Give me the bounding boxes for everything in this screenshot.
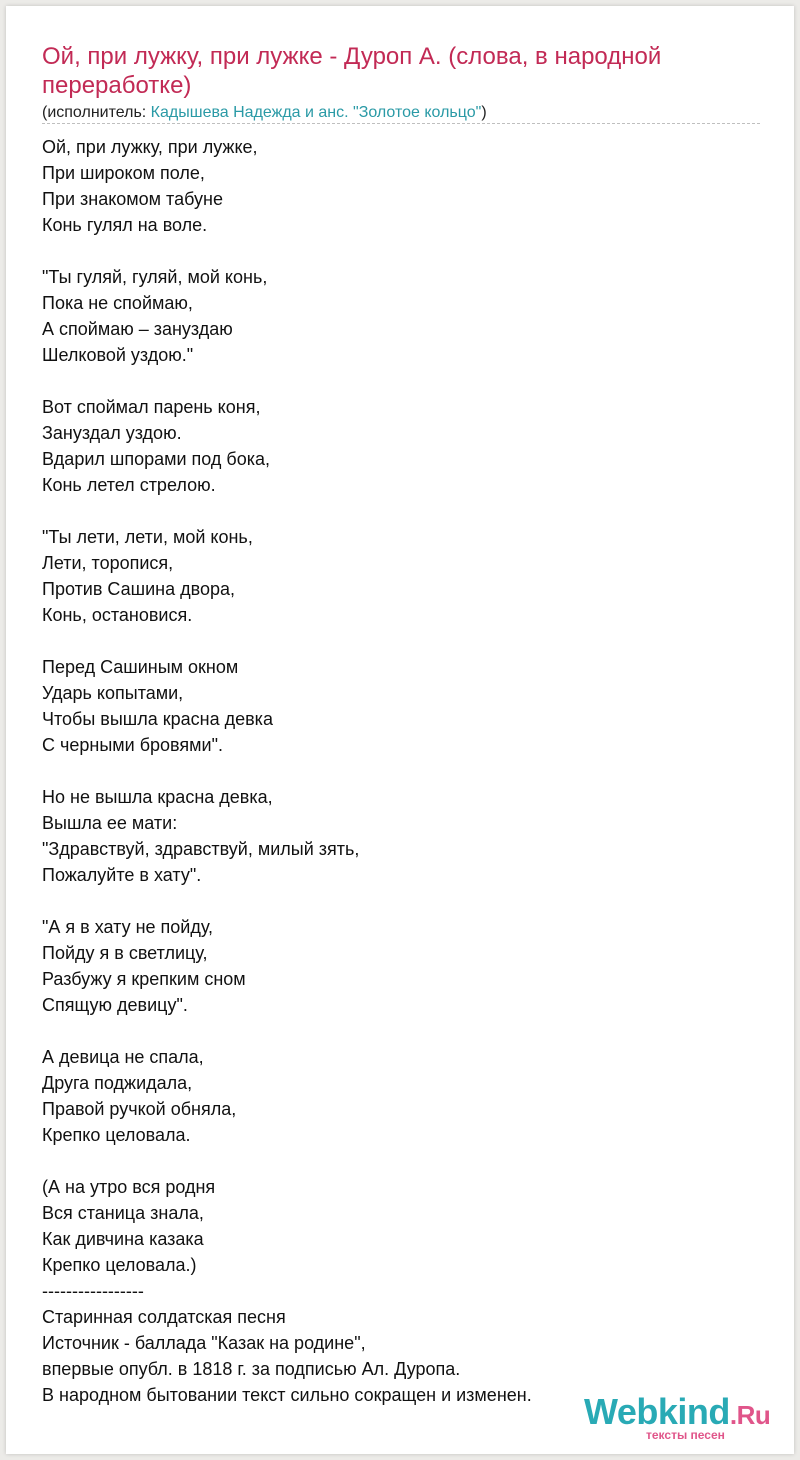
lyric-line <box>42 758 359 784</box>
footer-line: ----------------- <box>42 1281 144 1301</box>
footer-notes <box>42 1278 532 1408</box>
footer-line: впервые опубл. в 1818 г. за подписью Ал. Дуропа. <box>42 1359 461 1379</box>
lyric-line: Ударь копытами, <box>42 683 184 703</box>
page-title: Ой, при лужку, при лужке - Дуроп А. (слова, в народной переработке) <box>42 43 662 99</box>
lyric-line: Чтобы вышла красна девка <box>42 709 273 729</box>
lyric-line: Зануздал уздою. <box>42 423 182 443</box>
lyrics-block <box>42 134 359 1278</box>
lyric-line: А девица не спала, <box>42 1047 204 1067</box>
footer-line: Старинная солдатская песня <box>42 1307 286 1327</box>
lyric-line <box>42 238 359 264</box>
lyric-line <box>42 628 359 654</box>
lyric-line: Шелковой уздою." <box>42 345 194 365</box>
lyric-line: (А на утро вся родня <box>42 1177 216 1197</box>
logo-tld: .Ru <box>729 1400 771 1430</box>
lyric-line <box>42 368 359 394</box>
artist-link[interactable]: Кадышева Надежда и анс. "Золотое кольцо" <box>150 104 482 121</box>
lyric-line: При широком поле, <box>42 163 205 183</box>
lyric-line: С черными бровями". <box>42 735 223 755</box>
webkind-logo <box>584 1392 794 1442</box>
lyric-line: Крепко целовала.) <box>42 1255 197 1275</box>
lyric-line <box>42 1148 359 1174</box>
lyric-line: Ой, при лужку, при лужке, <box>42 137 258 157</box>
performer-suffix: ) <box>481 104 487 121</box>
lyric-line: Против Сашина двора, <box>42 579 235 599</box>
lyric-line <box>42 498 359 524</box>
lyric-line: Вдарил шпорами под бока, <box>42 449 271 469</box>
footer-line: В народном бытовании текст сильно сокращен и изменен. <box>42 1385 532 1405</box>
lyric-line: Но не вышла красна девка, <box>42 787 273 807</box>
page-sheet <box>6 6 794 1454</box>
lyric-line: Лети, торопися, <box>42 553 174 573</box>
footer-line: Источник - баллада "Казак на родине", <box>42 1333 366 1353</box>
lyric-line: "Здравствуй, здравствуй, милый зять, <box>42 839 360 859</box>
lyric-line <box>42 1018 359 1044</box>
lyric-line: Вся станица знала, <box>42 1203 204 1223</box>
lyric-line: Вот споймал парень коня, <box>42 397 261 417</box>
lyric-line: При знакомом табуне <box>42 189 223 209</box>
lyric-line: Разбужу я крепким сном <box>42 969 246 989</box>
performer-prefix: (исполнитель: <box>42 104 151 121</box>
lyric-line: Правой ручкой обняла, <box>42 1099 237 1119</box>
lyric-line: Пойду я в светлицу, <box>42 943 208 963</box>
lyric-line: Вышла ее мати: <box>42 813 178 833</box>
lyric-line: Пожалуйте в хату". <box>42 865 202 885</box>
logo-subtitle: тексты песен <box>646 1428 725 1442</box>
performer-line <box>42 103 487 123</box>
lyric-line: Спящую девицу". <box>42 995 188 1015</box>
lyric-line: Конь летел стрелою. <box>42 475 216 495</box>
lyric-line: Пока не споймаю, <box>42 293 193 313</box>
logo-brand: Webkind <box>584 1391 730 1432</box>
lyric-line: Крепко целовала. <box>42 1125 191 1145</box>
lyric-line: "А я в хату не пойду, <box>42 917 214 937</box>
lyric-line: "Ты гуляй, гуляй, мой конь, <box>42 267 268 287</box>
header-divider <box>42 123 760 124</box>
lyric-line: "Ты лети, лети, мой конь, <box>42 527 253 547</box>
lyric-line: Конь, остановися. <box>42 605 193 625</box>
lyric-line: Конь гулял на воле. <box>42 215 208 235</box>
lyric-line: Друга поджидала, <box>42 1073 193 1093</box>
lyric-line: Перед Сашиным окном <box>42 657 239 677</box>
lyric-line <box>42 888 359 914</box>
lyric-line: А споймаю – зануздаю <box>42 319 233 339</box>
lyric-line: Как дивчина казака <box>42 1229 204 1249</box>
